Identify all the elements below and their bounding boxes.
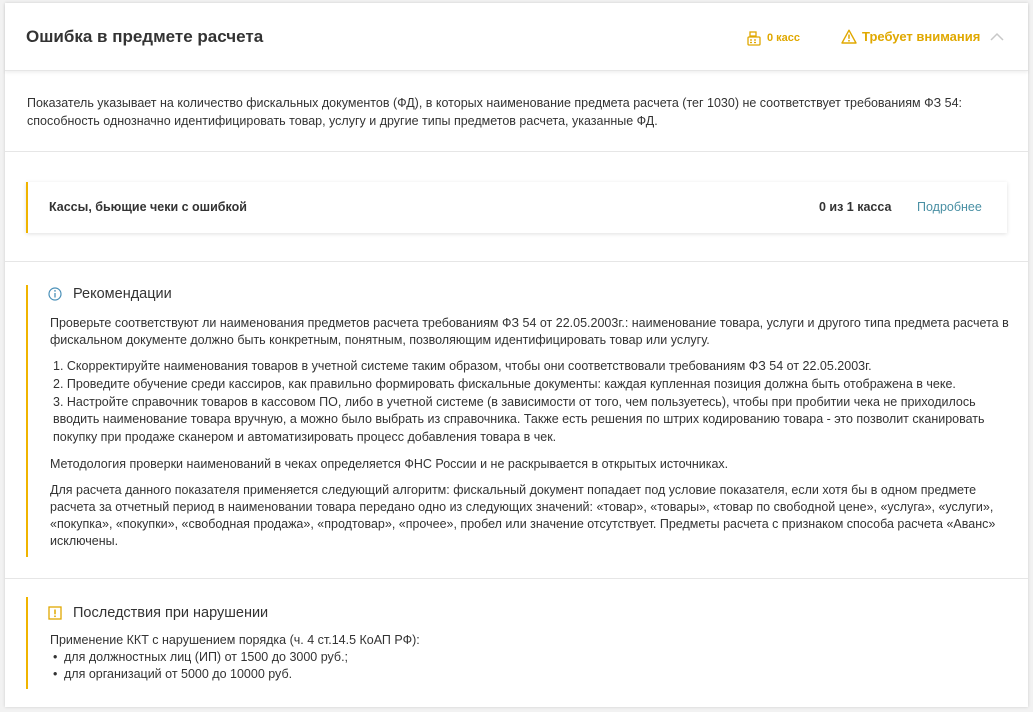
status-label: Требует внимания bbox=[862, 29, 981, 44]
list-item: 2. Проведите обучение среди кассиров, как правильно формировать фискальные документы: каждая купленная позиция должна быть отображена в чеке. bbox=[53, 376, 956, 391]
list-item: • для организаций от 5000 до 10000 руб. bbox=[53, 667, 293, 681]
consequences-header bbox=[50, 604, 1011, 622]
kkt-error-label: Кассы, бьющие чеки с ошибкой bbox=[49, 200, 247, 214]
card-header[interactable] bbox=[5, 3, 1028, 71]
recommendations-intro: Проверьте соответствуют ли наименования предметов расчета требованиям ФЗ 54 от 22.05.2003г.: наименование товара, услуги и другого типа предмета расчета в фискальном документе должно быть конкретным, понятным, позволяющим идентифицировать товар или услугу. bbox=[50, 316, 1009, 347]
info-icon bbox=[48, 287, 62, 301]
list-item: 3. Настройте справочник товаров в кассовом ПО, либо в учетной системе (в зависимости от того, чем пользуетесь), чтобы при пробитии чека не приходилось вводить наименование товара вручную, а можно было выбрать из справочника. Также есть решения по штрих кодированию товара - это позволит сканировать покупку при продаже сканером и автоматизировать процесс добавления товара в чек. bbox=[53, 394, 985, 445]
recommendations-block bbox=[26, 285, 1011, 557]
alert-square-icon bbox=[48, 606, 62, 620]
card-title: Ошибка в предмете расчета bbox=[26, 27, 264, 46]
kkt-section bbox=[5, 152, 1028, 262]
recommendations-title: Рекомендации bbox=[73, 286, 172, 302]
details-link[interactable]: Подробнее bbox=[917, 200, 982, 214]
consequences-title: Последствия при нарушении bbox=[73, 605, 269, 621]
list-item-text: для организаций от 5000 до 10000 руб. bbox=[64, 667, 293, 681]
kkt-error-count: 0 из 1 касса bbox=[819, 200, 892, 214]
consequences-list bbox=[50, 649, 1011, 683]
consequences-intro: Применение ККТ с нарушением порядка (ч. 4 ст.14.5 КоАП РФ): bbox=[50, 633, 420, 647]
indicator-description: Показатель указывает на количество фискальных документов (ФД), в которых наименование предмета расчета (тег 1030) не соответствует требованиям ФЗ 54: способность однозначно идентифицировать товар, услугу и другие типы предметов расчета, указанные ФД. bbox=[5, 72, 1028, 152]
consequences-section bbox=[5, 580, 1028, 707]
recommendations-header bbox=[50, 285, 1011, 303]
indicator-card bbox=[5, 3, 1028, 707]
list-item: 1. Скорректируйте наименования товаров в учетной системе таким образом, чтобы они соответствовали требованиям ФЗ 54 от 22.05.2003г. bbox=[53, 359, 872, 373]
warning-icon bbox=[841, 29, 857, 44]
consequences-block bbox=[26, 597, 1011, 689]
list-item-text: для должностных лиц (ИП) от 1500 до 3000 руб.; bbox=[64, 650, 349, 664]
recommendations-section bbox=[5, 263, 1028, 579]
kkt-count-badge bbox=[747, 29, 800, 47]
cash-register-icon bbox=[747, 31, 761, 46]
algorithm-text: Для расчета данного показателя применяется следующий алгоритм: фискальный документ попадает под условие показателя, если хотя бы в одном предмете расчета за отчетный период в наименовании товара передано одно из следующих значений: «товар», «товары», «товар по свободной цене», «услуга», «услуги», «покупка», «покупки», «свободная продажа», «продтовар», «прочее», пробел или значение отсутствует. Предметы расчета с признаком способа расчета «Аванс» исключены. bbox=[50, 482, 996, 548]
kkt-count-label: 0 касс bbox=[767, 32, 801, 44]
status-badge bbox=[841, 29, 980, 44]
methodology-text: Методология проверки наименований в чеках определяется ФНС России и не раскрывается в открытых источниках. bbox=[50, 456, 729, 471]
chevron-up-icon[interactable] bbox=[989, 30, 1005, 44]
kkt-error-box bbox=[26, 182, 1007, 233]
recommendations-steps bbox=[50, 358, 1011, 447]
list-item: • для должностных лиц (ИП) от 1500 до 3000 руб.; bbox=[53, 650, 349, 664]
